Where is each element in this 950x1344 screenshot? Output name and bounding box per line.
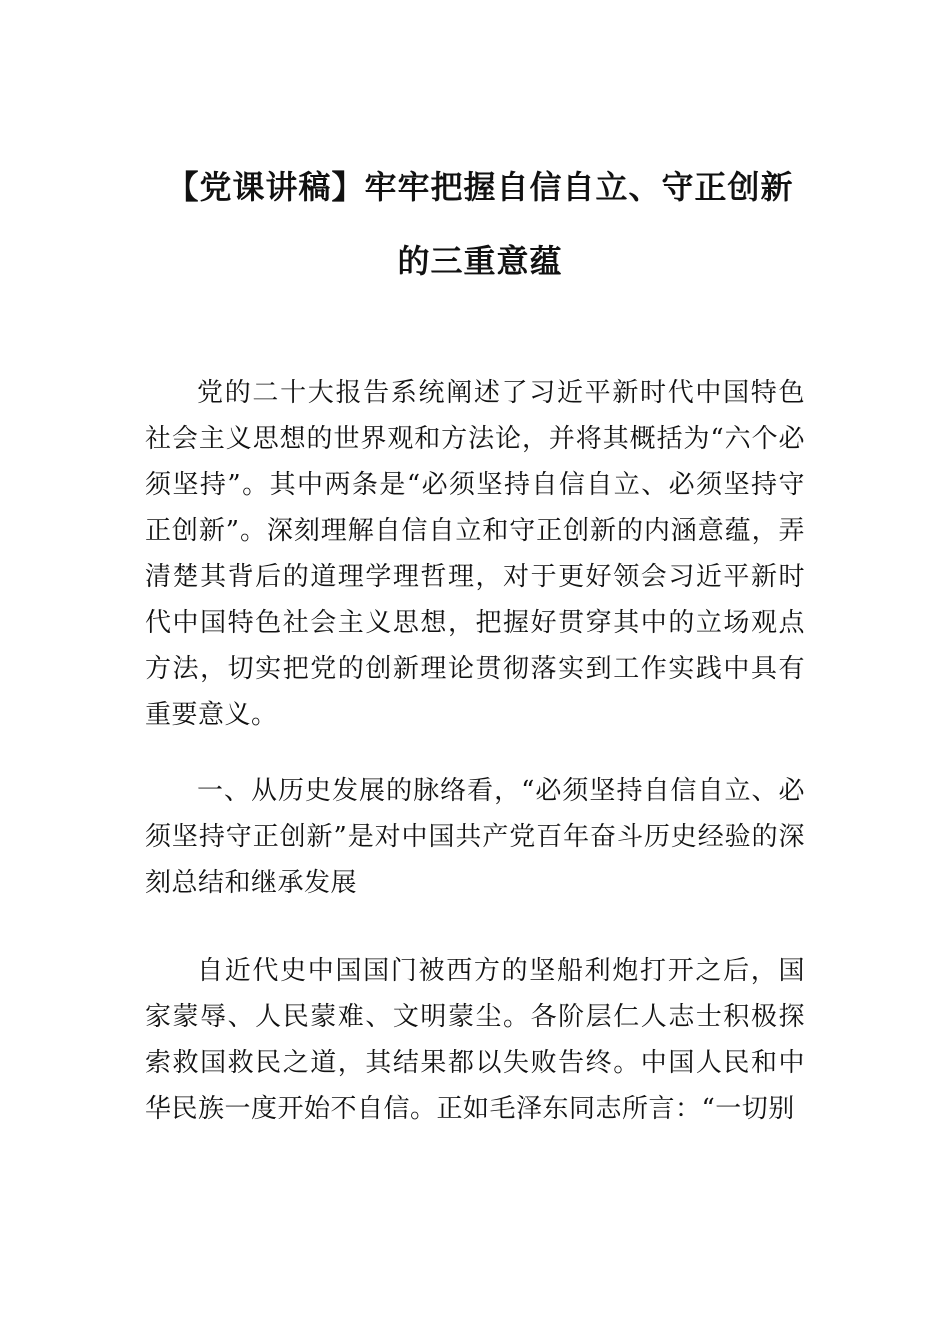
title-line-1: 【党课讲稿】牢牢把握自信自立、守正创新 bbox=[166, 168, 794, 206]
intro-paragraph: 党的二十大报告系统阐述了习近平新时代中国特色社会主义思想的世界观和方法论，并将其概括为“六个必须坚持”。其中两条是“必须坚持自信自立、必须坚持守正创新”。深刻理解自信自立和守正创新的内涵意蕴，弄清楚其背后的道理学理哲理，对于更好领会习近平新时代中国特色社会主义思想，把握好贯穿其中的立场观点方法，切实把党的创新理论贯彻落实到工作实践中具有重要意义。 bbox=[145, 378, 805, 730]
title-line-2: 的三重意蕴 bbox=[397, 242, 563, 280]
body-paragraph: 自近代史中国国门被西方的坚船利炮打开之后，国家蒙辱、人民蒙难、文明蒙尘。各阶层仁人志士积极探索救国救民之道，其结果都以失败告终。中国人民和中华民族一度开始不自信。正如毛泽东同志所言：“一切别 bbox=[145, 956, 805, 1124]
section-heading-1: 一、从历史发展的脉络看，“必须坚持自信自立、必须坚持守正创新”是对中国共产党百年奋斗历史经验的深刻总结和继承发展 bbox=[145, 776, 805, 898]
document-title bbox=[140, 150, 820, 298]
